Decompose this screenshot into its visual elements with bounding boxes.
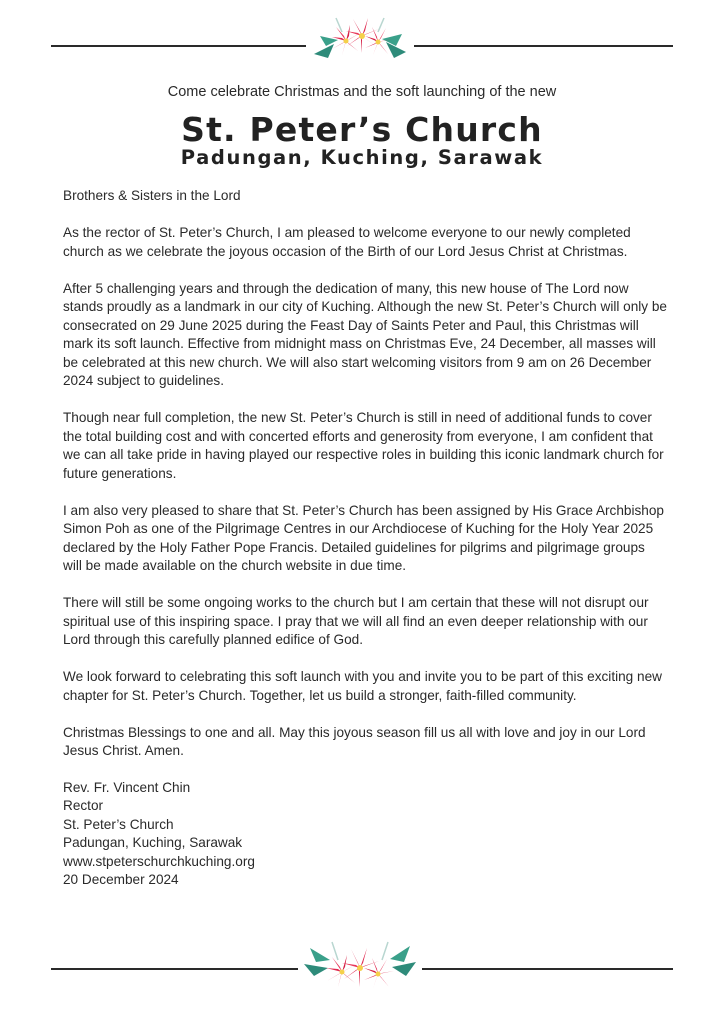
- signature-role: Rector: [63, 798, 104, 814]
- paragraph-5: There will still be some ongoing works to the church but I am certain that these will not disrupt our spiritual use of this inspiring space. I pray that we will all find an even deeper relationship with our Lord through this carefully planned edifice of God.: [63, 595, 649, 647]
- letter-body: [63, 187, 667, 889]
- paragraph-1: As the rector of St. Peter’s Church, I am pleased to welcome everyone to our newly completed church as we celebrate the joyous occasion of the Birth of our Lord Jesus Christ at Christmas.: [63, 225, 631, 259]
- paragraph-4: I am also very pleased to share that St. Peter’s Church has been assigned by His Grace Archbishop Simon Poh as one of the Pilgrimage Centres in our Archdiocese of Kuching for the Holy Year 2025 declared by the Holy Father Pope Francis. Detailed guidelines for pilgrims and pilgrimage groups will be made available on the church website in due time.: [63, 502, 664, 573]
- signature-block: [63, 779, 667, 889]
- page-title: St. Peter’s Church: [181, 110, 543, 149]
- paragraph-3: Though near full completion, the new St. Peter’s Church is still in need of additional funds to cover the total building cost and with concerted efforts and generosity from everyone, I am confident that we can all take pride in having played our respective roles in building this iconic landmark church for future generations.: [63, 410, 664, 481]
- signature-date: 20 December 2024: [63, 872, 179, 888]
- signature-church: St. Peter’s Church: [63, 816, 174, 832]
- greeting: Brothers & Sisters in the Lord: [63, 188, 241, 203]
- intro-line: Come celebrate Christmas and the soft launching of the new: [167, 84, 557, 100]
- signature-name: Rev. Fr. Vincent Chin: [63, 780, 191, 795]
- paragraph-6: We look forward to celebrating this soft launch with you and invite you to be part of this exciting new chapter for St. Peter’s Church. Together, let us build a stronger, faith-filled community.: [63, 669, 662, 703]
- paragraph-2: After 5 challenging years and through the dedication of many, this new house of The Lord now stands proudly as a landmark in our city of Kuching. Although the new St. Peter’s Church will only be consecrated on 29 June 2025 during the Feast Day of Saints Peter and Paul, this Christmas will mark its soft launch. Effective from midnight mass on Christmas Eve, 24 December, all masses will be celebrated at this new church. We will also start welcoming visitors from 9 am on 26 December 2024 subject to guidelines.: [63, 280, 667, 388]
- page-subtitle: Padungan, Kuching, Sarawak: [180, 146, 544, 169]
- signature-website: www.stpeterschurchkuching.org: [63, 853, 255, 869]
- paragraph-7: Christmas Blessings to one and all. May this joyous season fill us all with love and joy in our Lord Jesus Christ. Amen.: [63, 724, 646, 758]
- poinsettia-icon: [306, 14, 414, 62]
- poinsettia-icon: [298, 940, 422, 996]
- signature-location: Padungan, Kuching, Sarawak: [63, 835, 243, 851]
